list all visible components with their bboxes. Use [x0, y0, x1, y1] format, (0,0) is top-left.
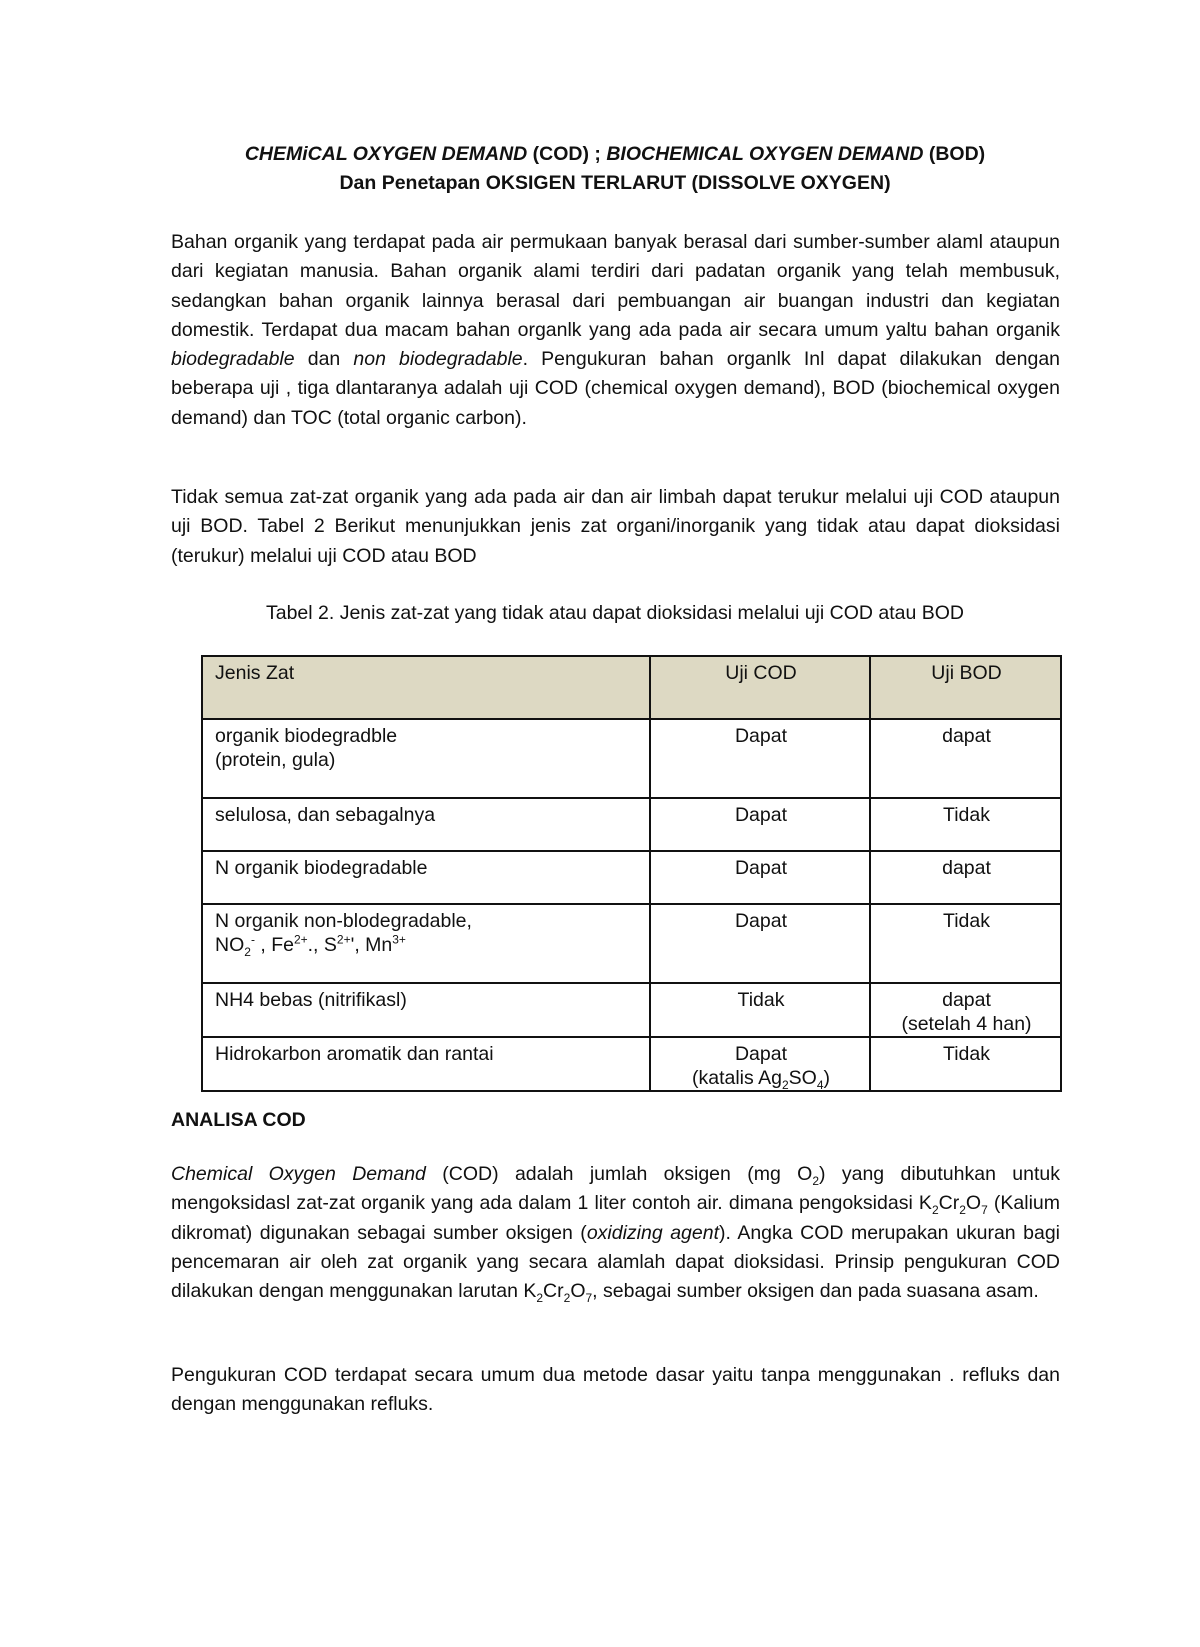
- ion-no: NO: [215, 934, 245, 956]
- cell-bod-line1: dapat: [942, 989, 991, 1011]
- cod-text-h: O: [570, 1280, 586, 1303]
- cell-cod-line2: [663, 1066, 859, 1090]
- cod-text-a: (COD) adalah jumlah oksigen (mg O: [425, 1163, 813, 1185]
- cod-text-f: ). Angka COD merupakan ukuran bagi pencemaran air oleh zat organik yang secara alamlah dapat dioksidasi. Prinsip pengukuran COD dilakukan dengan menggunakan larutan K: [171, 1221, 1061, 1303]
- cell-bod: Tidak: [870, 1037, 1061, 1091]
- cell-cod: Dapat: [650, 719, 870, 798]
- table-row: [202, 798, 1061, 851]
- cod-text-b: ) yang dibutuhkan untuk mengoksidasl zat-zat organik yang ada dalam 1 liter contoh air. dimana pengoksidasi K: [171, 1163, 1060, 1215]
- cod-sub-a: 2: [812, 1173, 820, 1188]
- table-header-row: [202, 656, 1061, 719]
- cod-sub-d: 7: [981, 1203, 988, 1218]
- cod-italic-term: Chemical Oxygen Demand: [171, 1163, 426, 1185]
- intro-text-b: dan: [294, 348, 354, 371]
- table-caption: Tabel 2. Jenis zat-zat yang tidak atau dapat dioksidasi melalui uji COD atau BOD: [265, 602, 965, 624]
- cell-bod: dapat: [870, 851, 1061, 904]
- ion-no-sub: 2: [244, 944, 251, 959]
- cell-zat: [202, 904, 650, 983]
- cell-zat-line1: organik biodegradble: [215, 725, 398, 747]
- cell-zat: selulosa, dan sebagalnya: [202, 798, 650, 851]
- cell-cod: Dapat: [650, 851, 870, 904]
- cod-text-d: O: [965, 1192, 982, 1215]
- cod-text-c: Cr: [938, 1192, 960, 1215]
- cell-cod: Dapat: [650, 904, 870, 983]
- title-cod-abbrev: (COD) ;: [527, 143, 607, 165]
- oxidation-table: [201, 655, 1062, 1092]
- cell-zat-line2: [215, 933, 639, 957]
- ion-mn: ', Mn: [350, 934, 393, 956]
- cell-zat-line1: N organik non-blodegradable,: [215, 910, 472, 932]
- cell-zat: N organik biodegradable: [202, 851, 650, 904]
- ion-s: ., S: [307, 934, 337, 956]
- cell-zat: NH4 bebas (nitrifikasl): [202, 983, 650, 1037]
- document-title: [150, 140, 1080, 168]
- cell-zat: Hidrokarbon aromatik dan rantai: [202, 1037, 650, 1091]
- cell-bod: [870, 983, 1061, 1037]
- table-intro-paragraph: Tidak semua zat-zat organik yang ada pada air dan air limbah dapat terukur melalui uji COD ataupun uji BOD. Tabel 2 Berikut menunjukkan jenis zat organi/inorganik yang tidak atau dapat dioksidasi (terukur) melalui uji COD atau BOD: [171, 486, 1060, 567]
- cod-italic-oxidizing: oxidizing agent: [586, 1221, 719, 1244]
- title-cod-italic: CHEMiCAL OXYGEN DEMAND: [244, 143, 528, 165]
- catalyst-sub-b: 4: [816, 1077, 824, 1092]
- cod-sub-g: 7: [585, 1291, 593, 1306]
- cell-bod-line2: (setelah 4 han): [901, 1013, 1032, 1035]
- intro-paragraph: [171, 228, 1060, 433]
- header-uji-bod: Uji BOD: [870, 656, 1061, 719]
- cod-text-e: (Kalium dikromat) digunakan sebagai sumber oksigen (: [171, 1192, 1060, 1244]
- cod-text-i: , sebagai sumber oksigen dan pada suasana asam.: [592, 1280, 1039, 1303]
- ion-s-sup: 2+: [336, 932, 351, 947]
- cod-sub-f: 2: [563, 1291, 571, 1306]
- table-row: [202, 904, 1061, 983]
- cell-bod: Tidak: [870, 904, 1061, 983]
- section-heading-analisa-cod: ANALISA COD: [171, 1109, 306, 1131]
- table-row: [202, 719, 1061, 798]
- catalyst-sub-a: 2: [781, 1077, 789, 1092]
- intro-text-a: Bahan organik yang terdapat pada air permukaan banyak berasal dari sumber-sumber alaml ataupun dari kegiatan manusia. Bahan organik alami terdiri dari padatan organik yang telah membusuk, sedangkan bahan organik lainnya berasal dari pembuangan air buangan industri dan kegiatan domestik. Terdapat dua macam bahan organlk yang ada pada air secara umum yaltu bahan organik: [171, 231, 1060, 341]
- document-subtitle: Dan Penetapan OKSIGEN TERLARUT (DISSOLVE OXYGEN): [339, 172, 891, 194]
- table-row: [202, 851, 1061, 904]
- title-bod-abbrev: (BOD): [923, 143, 986, 165]
- oxidation-table-wrap: [201, 655, 1060, 1092]
- cod-method-paragraph: Pengukuran COD terdapat secara umum dua metode dasar yaitu tanpa menggunakan . refluks dan dengan menggunakan refluks.: [171, 1364, 1060, 1416]
- cell-cod: Tidak: [650, 983, 870, 1037]
- header-jenis-zat: Jenis Zat: [202, 656, 650, 719]
- cod-sub-e: 2: [536, 1291, 544, 1306]
- catalyst-close: ): [823, 1067, 831, 1089]
- intro-italic-non-biodegradable: non biodegradable: [353, 348, 523, 371]
- cod-definition-paragraph: [171, 1160, 1060, 1306]
- cod-sub-c: 2: [959, 1203, 966, 1218]
- table-row: [202, 983, 1061, 1037]
- header-uji-cod: Uji COD: [650, 656, 870, 719]
- ion-fe-sup: 2+: [293, 932, 308, 947]
- title-bod-italic: BIOCHEMICAL OXYGEN DEMAND: [606, 143, 924, 165]
- cell-cod: Dapat: [650, 798, 870, 851]
- ion-mn-sup: 3+: [392, 932, 406, 947]
- cell-cod: [650, 1037, 870, 1091]
- intro-text-c: . Pengukuran bahan organlk Inl dapat dilakukan dengan beberapa uji , tiga dlantaranya adalah uji COD (chemical oxygen demand), BOD (biochemical oxygen demand) dan TOC (total organic carbon).: [171, 348, 1061, 429]
- ion-no-sup: -: [250, 932, 255, 947]
- catalyst-so: SO: [788, 1067, 817, 1089]
- cod-text-g: Cr: [543, 1280, 564, 1303]
- cod-sub-b: 2: [931, 1203, 939, 1218]
- intro-italic-biodegradable: biodegradable: [171, 348, 295, 371]
- cell-cod-line1: Dapat: [734, 1043, 788, 1065]
- ion-fe: , Fe: [254, 934, 294, 956]
- cell-zat-line2: (protein, gula): [215, 749, 336, 771]
- cell-zat: [202, 719, 650, 798]
- table-row: [202, 1037, 1061, 1091]
- catalyst-text: (katalis Ag: [691, 1067, 782, 1089]
- cell-bod: Tidak: [870, 798, 1061, 851]
- cell-bod: dapat: [870, 719, 1061, 798]
